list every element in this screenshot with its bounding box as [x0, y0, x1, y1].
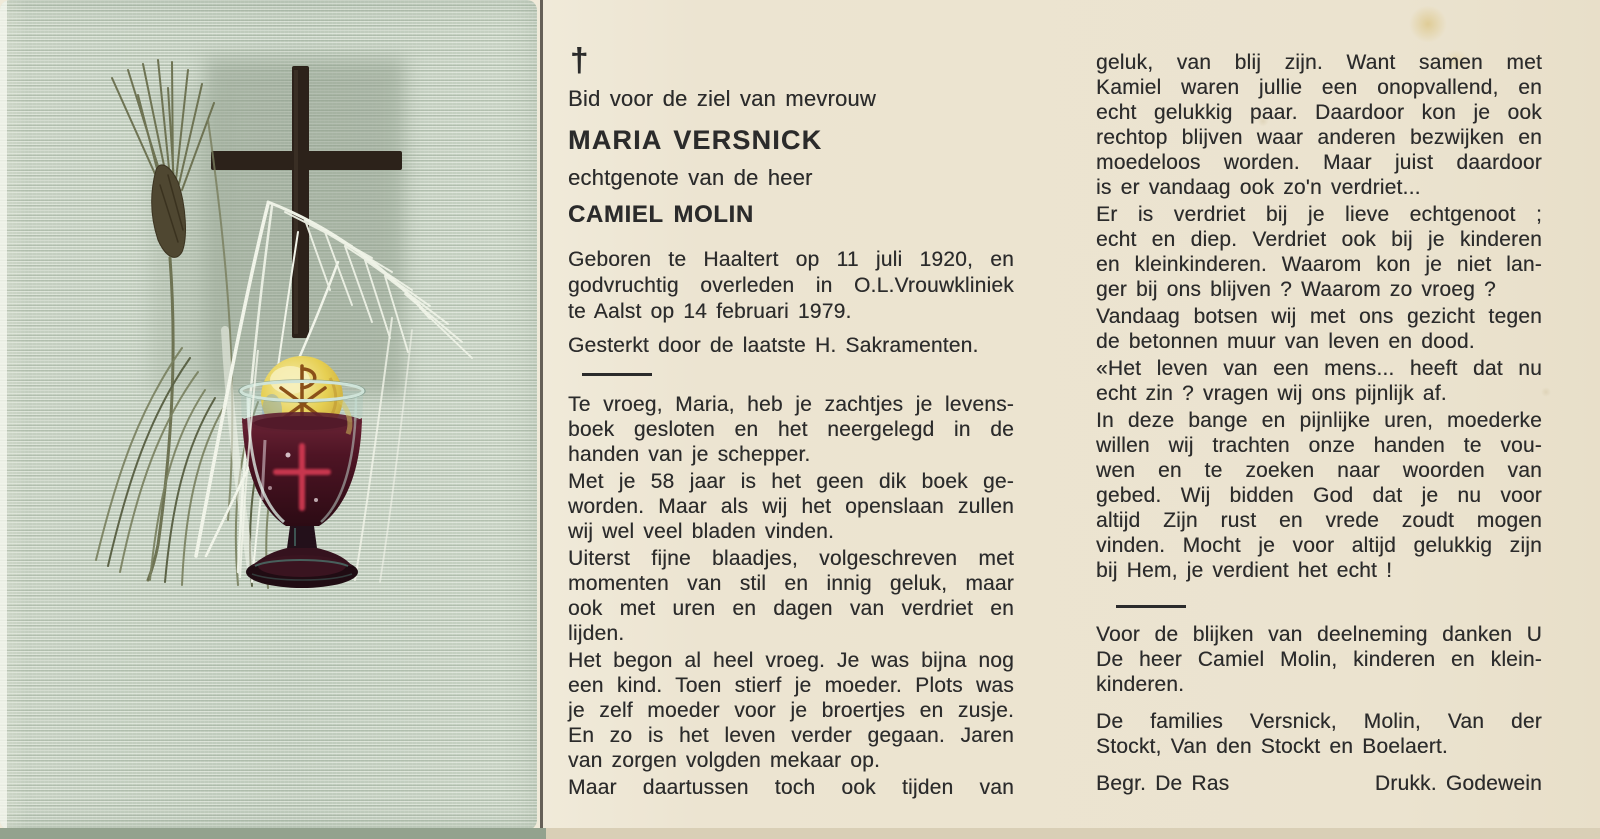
illustration-artwork — [0, 0, 537, 830]
birth-death-details: Geboren te Haaltert op 11 juli 1920, en godvruchtig overleden in O.L.Vrouwkliniek te Aalst op 14 februari 1979. Gesterkt door de laatste H. Sakramenten. — [568, 248, 1014, 357]
section-divider — [582, 373, 652, 376]
acknowledgement-text: Voor de blijken van deelneming danken U De heer Camiel Molin, kinderen en klein- kinderen. De families Versnick, Molin, Van der Stockt, Van den Stockt en Boelaert. — [1096, 623, 1542, 758]
intro-line: Bid voor de ziel van mevrouw — [568, 86, 876, 111]
background-shadow-band — [150, 58, 405, 396]
deceased-name: MARIA VERSNICK — [568, 125, 823, 155]
dagger-cross-icon: † — [570, 41, 589, 78]
section-divider — [1116, 605, 1186, 608]
imprint-row — [1096, 771, 1542, 796]
card-fold-shadow — [540, 0, 543, 828]
illustration-panel — [0, 0, 537, 830]
eulogy-text-part2: geluk, van blij zijn. Want samen met Kamiel waren jullie een onopvallend, en echt gelukkig paar. Daardoor kon je ook rechtop blijven waar anderen bezwijken en moedeloos worden. Maar juist daardoor is er vandaag ook zo'n verdriet... Er is verdriet bij je lieve echtgenoot ; echt en diep. Verdriet ook bij je kinderen en kleinkinderen. Waarom kon je niet lan- ger bij ons blijven ? Waarom zo vroeg ? Vandaag botsen wij met ons gezicht tegen de betonnen muur van leven en dood. «Het leven van een mens... heeft dat nu echt zin ? vragen wij ons pijnlijk af. In deze bange en pijnlijke uren, moederke willen wij trachten onze handen te vou- wen en te zoeken naar woorden van gebed. Wij bidden God dat je nu voor altijd Zijn rust en vrede zoudt mogen vinden. Mocht je voor altijd gelukkig zijn bij Hem, je verdient het echt ! — [1096, 51, 1542, 582]
spouse-name: CAMIEL MOLIN — [568, 201, 754, 228]
prayer-card-front-text — [568, 42, 1014, 802]
eulogy-text-part1: Te vroeg, Maria, heb je zachtjes je levens- boek gesloten en het neergelegd in de handen van je schepper. Met je 58 jaar is het geen dik boek ge- worden. Maar als wij het openslaan zullen wij wel veel bladen vinden. Uiterst fijne blaadjes, volgeschreven met momenten van stil en innig geluk, maar ook met uren en dagen van verdriet en lijden. Het begon al heel vroeg. Je was bijna nog een kind. Toen stierf je moeder. Plots was je zelf moeder voor je broertjes en zusje. En zo is het leven verder gegaan. Jaren van zorgen volgden mekaar op. Maar daartussen toch ook tijden van — [568, 393, 1014, 799]
prayer-card-back-text — [1096, 50, 1542, 796]
relation-line: echtgenote van de heer — [568, 165, 813, 190]
printer-credit: Drukk. Godewein — [1374, 772, 1542, 795]
undertaker-credit: Begr. De Ras — [1096, 772, 1230, 795]
scan-edge-highlight — [0, 0, 7, 830]
scan-bottom-edge — [0, 828, 1600, 839]
